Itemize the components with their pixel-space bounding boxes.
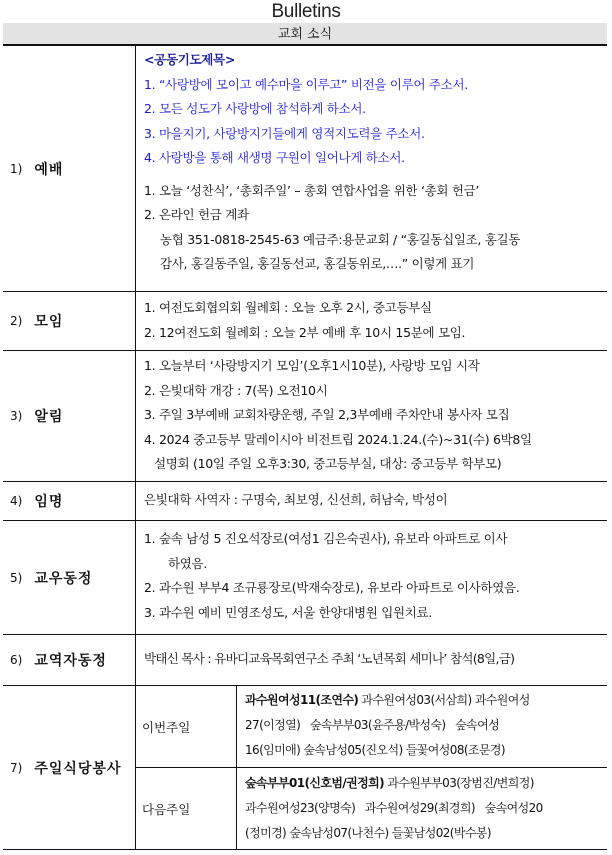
next-week-service <box>136 767 607 850</box>
row-title: 교우동정 <box>34 570 93 587</box>
pastor-news-item: 박태신 목사 : 유바디교육목회연구소 주최 ‘노년목회 세미나’ 참석(8일,금) <box>144 651 515 666</box>
this-week-label: 이번주일 <box>136 686 237 767</box>
row-label <box>3 686 136 849</box>
next-week-teams <box>237 767 607 850</box>
announcement-content <box>136 351 607 481</box>
member-news-item: 하였음. <box>168 555 207 571</box>
team-list: (정미경) 숲속남성07(나천수) 들꽃남성02(박수봉) <box>245 826 491 840</box>
prayer-item: 4. 사랑방을 통해 새생명 구원이 일어나게 하소서. <box>144 150 405 165</box>
notice-item: 2. 온라인 헌금 계좌 <box>144 207 249 222</box>
row-number: 4) <box>10 494 23 508</box>
bank-account: 농협 351-0818-2545-63 예금주:용문교회 / “홍길동십일조, 홍길동 <box>160 231 521 247</box>
row-title: 알림 <box>34 409 64 425</box>
section-header: 교회 소식 <box>3 23 607 46</box>
announcement-item: 2. 은빛대학 개강 : 7(목) 오전10시 <box>144 382 328 398</box>
team-list: 과수원여성23(양명숙) 과수원여성29(최경희) 숲속여성20 <box>245 801 543 815</box>
row-appointments <box>3 482 607 521</box>
prayer-item: 2. 모든 성도가 사랑방에 참석하게 하소서. <box>144 101 366 116</box>
meeting-item: 1. 여전도회협의회 월례회 : 오늘 오후 2시, 중고등부실 <box>144 300 432 315</box>
member-news-item: 2. 과수원 부부4 조규룡장로(박재숙장로), 유보라 아파트로 이사하였음. <box>144 580 520 595</box>
row-meeting <box>3 292 607 351</box>
prayer-heading: <공동기도제목> <box>144 52 235 67</box>
this-week-service <box>136 686 607 768</box>
row-kitchen-service <box>3 686 607 850</box>
row-number: 2) <box>10 314 23 328</box>
next-week-label: 다음주일 <box>136 767 237 850</box>
row-worship <box>3 46 607 292</box>
row-title: 주일식당봉사 <box>34 760 122 777</box>
row-announcements <box>3 351 607 482</box>
announcement-item: 설명회 (10일 주일 오후3:30, 중고등부실, 대상: 중고등부 학부모) <box>154 456 502 471</box>
row-label <box>3 521 136 634</box>
announcement-item: 1. 오늘부터 ‘사랑방지기 모임’(오후1시10분), 사랑방 모임 시작 <box>144 358 480 373</box>
row-label <box>3 351 136 481</box>
announcement-item: 3. 주일 3부예배 교회차량운행, 주일 2,3부예배 주차안내 봉사자 모집 <box>144 407 510 422</box>
meeting-item: 2. 12여전도회 월례회 : 오늘 2부 예배 후 10시 15분에 모임. <box>144 324 466 340</box>
appointment-content <box>136 482 607 520</box>
team-list: 16(임미애) 숲속남성05(진오석) 들꽃여성08(조문경) <box>245 743 505 757</box>
team-list: 과수원부부03(장범진/변희정) <box>383 776 534 790</box>
row-title: 모임 <box>34 314 64 330</box>
row-member-news <box>3 521 607 635</box>
announcement-item: 4. 2024 중고등부 말레이시아 비전트립 2024.1.24.(수)~31(수) 6박8일 <box>144 431 532 447</box>
prayer-item: 3. 마을지기, 사랑방지기들에게 영적지도력을 주소서. <box>144 125 425 141</box>
notice-item: 1. 오늘 ‘성찬식’, ‘총회주일’ – 총회 연합사업을 위한 ‘총회 헌금’ <box>144 182 480 198</box>
meeting-content <box>136 292 607 350</box>
row-number: 7) <box>10 760 23 775</box>
row-title: 교역자동정 <box>34 653 107 669</box>
kitchen-service-content <box>136 686 607 849</box>
pastor-news-content <box>136 635 607 685</box>
row-label <box>3 482 136 520</box>
team-list: 과수원여성03(서삼희) 과수원여성 <box>358 693 530 707</box>
this-week-teams <box>237 686 607 767</box>
member-news-item: 1. 숲속 남성 5 진오석장로(여성1 김은숙권사), 유보라 아파트로 이사 <box>144 531 508 546</box>
row-label <box>3 635 136 685</box>
page-title: Bulletins <box>271 1 341 22</box>
row-pastor-news <box>3 635 607 686</box>
appointment-item: 은빛대학 사역자 : 구명숙, 최보영, 신선희, 허남숙, 박성이 <box>144 492 448 507</box>
lead-team: 과수원여성11(조연수) <box>245 693 359 707</box>
row-title: 임명 <box>34 494 64 510</box>
member-news-content <box>136 521 607 634</box>
notice-item: 감사, 홍길동주일, 홍길동선교, 홍길동위로,….” 이렇게 표기 <box>160 256 475 271</box>
row-number: 5) <box>10 570 23 585</box>
worship-content <box>136 46 607 291</box>
row-label <box>3 292 136 350</box>
team-list: 27(이정열) 숲속부부03(윤주용/박성숙) 숲속여성 <box>245 718 500 732</box>
row-number: 3) <box>10 409 23 423</box>
row-number: 6) <box>10 653 23 667</box>
row-number: 1) <box>10 161 23 176</box>
row-label <box>3 46 136 291</box>
lead-team: 숲속부부01(신호범/권정희) <box>245 776 384 790</box>
row-title: 예배 <box>34 161 64 178</box>
member-news-item: 3. 과수원 예비 민영조성도, 서울 한양대병원 입원치료. <box>144 604 432 620</box>
prayer-item: 1. “사랑방에 모이고 예수마을 이루고” 비전을 이루어 주소서. <box>144 76 468 92</box>
